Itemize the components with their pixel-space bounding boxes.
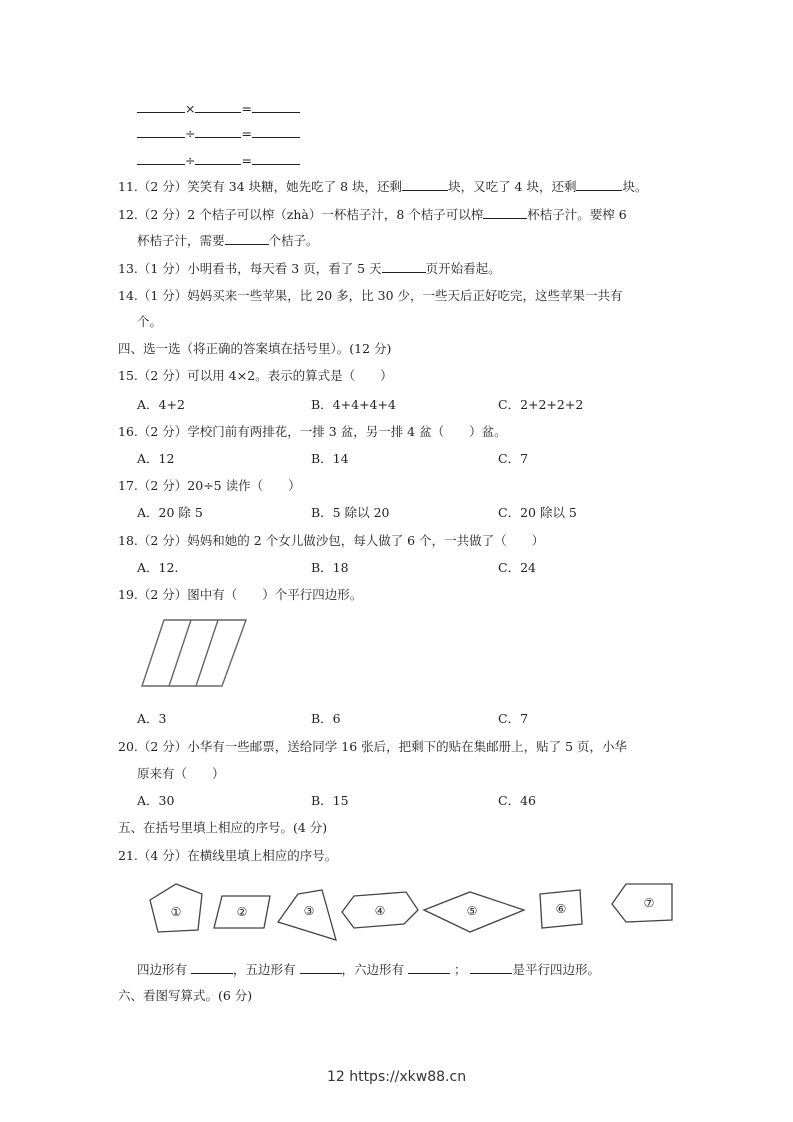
option-b[interactable]: B．5 除以 20: [311, 505, 390, 520]
option-c[interactable]: C．20 除以 5: [498, 505, 577, 520]
section-6-heading: 六、看图写算式。(6 分): [118, 988, 253, 1003]
question-20: 20.（2 分）小华有一些邮票，送给同学 16 张后，把剩下的贴在集邮册上，贴了 5 页，小华: [118, 739, 628, 754]
shape-label: ⑥: [555, 902, 567, 916]
blank[interactable]: [137, 125, 185, 138]
blank[interactable]: [137, 100, 185, 113]
option-a[interactable]: A．4+2: [137, 397, 185, 412]
question-12: 12.（2 分）2 个桔子可以榨（zhà）一杯桔子汁，8 个桔子可以榨 杯桔子汁。要榨 6: [118, 207, 627, 222]
answer-blank[interactable]: [382, 260, 426, 273]
option-c[interactable]: C．24: [498, 560, 536, 575]
option-b[interactable]: B．14: [311, 451, 349, 466]
question-12-cont: 杯桔子汁，需要 个桔子。: [137, 233, 319, 248]
question-11: 11.（2 分）笑笑有 34 块糖，她先吃了 8 块，还剩 块，又吃了 4 块，还剩 块。: [118, 179, 648, 194]
answer-blank[interactable]: [483, 206, 527, 219]
pentagon-shape-7: [612, 884, 672, 922]
option-c[interactable]: C．46: [498, 793, 536, 808]
question-16: 16.（2 分）学校门前有两排花，一排 3 盆，另一排 4 盆（ ）盆。: [118, 424, 507, 439]
option-a[interactable]: A．30: [137, 793, 175, 808]
question-20-cont: 原来有（ ）: [137, 766, 225, 781]
option-b[interactable]: B．18: [311, 560, 349, 575]
question-19: 19.（2 分）图中有（ ）个平行四边形。: [118, 587, 363, 602]
equation-row-1: × =: [137, 100, 300, 117]
shape-label: ⑤: [466, 904, 478, 918]
blank[interactable]: [252, 100, 300, 113]
option-c[interactable]: C．2+2+2+2: [498, 397, 584, 412]
question-18: 18.（2 分）妈妈和她的 2 个女儿做沙包，每人做了 6 个，一共做了（ ）: [118, 533, 545, 548]
answer-blank[interactable]: [191, 961, 233, 974]
shape-label: ③: [303, 904, 315, 918]
answer-blank[interactable]: [408, 961, 450, 974]
option-b[interactable]: B．6: [311, 711, 341, 726]
option-a[interactable]: A．12.: [137, 560, 179, 575]
section-4-heading: 四、选一选（将正确的答案填在括号里）。(12 分): [118, 341, 392, 356]
answer-blank[interactable]: [300, 961, 342, 974]
answer-blank[interactable]: [470, 961, 512, 974]
blank[interactable]: [252, 152, 300, 165]
answer-blank[interactable]: [225, 232, 269, 245]
question-14: 14.（1 分）妈妈买来一些苹果，比 20 多，比 30 少，一些天后正好吃完，这些苹果一共有: [118, 288, 623, 303]
section-5-heading: 五、在括号里填上相应的序号。(4 分): [118, 820, 328, 835]
option-a[interactable]: A．12: [137, 451, 175, 466]
polygon-shapes: [140, 878, 680, 946]
parallelogram-figure: [140, 618, 248, 690]
blank[interactable]: [195, 152, 241, 165]
option-c[interactable]: C．7: [498, 711, 529, 726]
blank[interactable]: [252, 125, 300, 138]
option-b[interactable]: B．4+4+4+4: [311, 397, 396, 412]
question-21: 21.（4 分）在横线里填上相应的序号。: [118, 848, 338, 863]
question-13: 13.（1 分）小明看书，每天看 3 页，看了 5 天 页开始看起。: [118, 261, 501, 276]
question-21-fill: 四边形有 ，五边形有 ，六边形有 ； 是平行四边形。: [137, 962, 600, 977]
option-a[interactable]: A．20 除 5: [137, 505, 203, 520]
shape-label: ①: [170, 905, 182, 919]
page-footer: 12 https://xkw88.cn: [326, 1069, 467, 1085]
option-a[interactable]: A．3: [137, 711, 167, 726]
equation-row-2: ÷ =: [137, 125, 300, 142]
shape-label: ⑦: [643, 896, 655, 910]
blank[interactable]: [195, 100, 241, 113]
shape-label: ②: [236, 905, 248, 919]
blank[interactable]: [137, 152, 185, 165]
answer-blank[interactable]: [576, 178, 622, 191]
equation-row-3: ÷ =: [137, 152, 300, 169]
option-c[interactable]: C．7: [498, 451, 529, 466]
question-14-cont: 个。: [137, 314, 163, 329]
shape-label: ④: [374, 904, 386, 918]
blank[interactable]: [195, 125, 241, 138]
option-b[interactable]: B．15: [311, 793, 349, 808]
question-15: 15.（2 分）可以用 4×2。表示的算式是（ ）: [118, 368, 393, 383]
question-17: 17.（2 分）20÷5 读作（ ）: [118, 478, 301, 493]
answer-blank[interactable]: [402, 178, 448, 191]
